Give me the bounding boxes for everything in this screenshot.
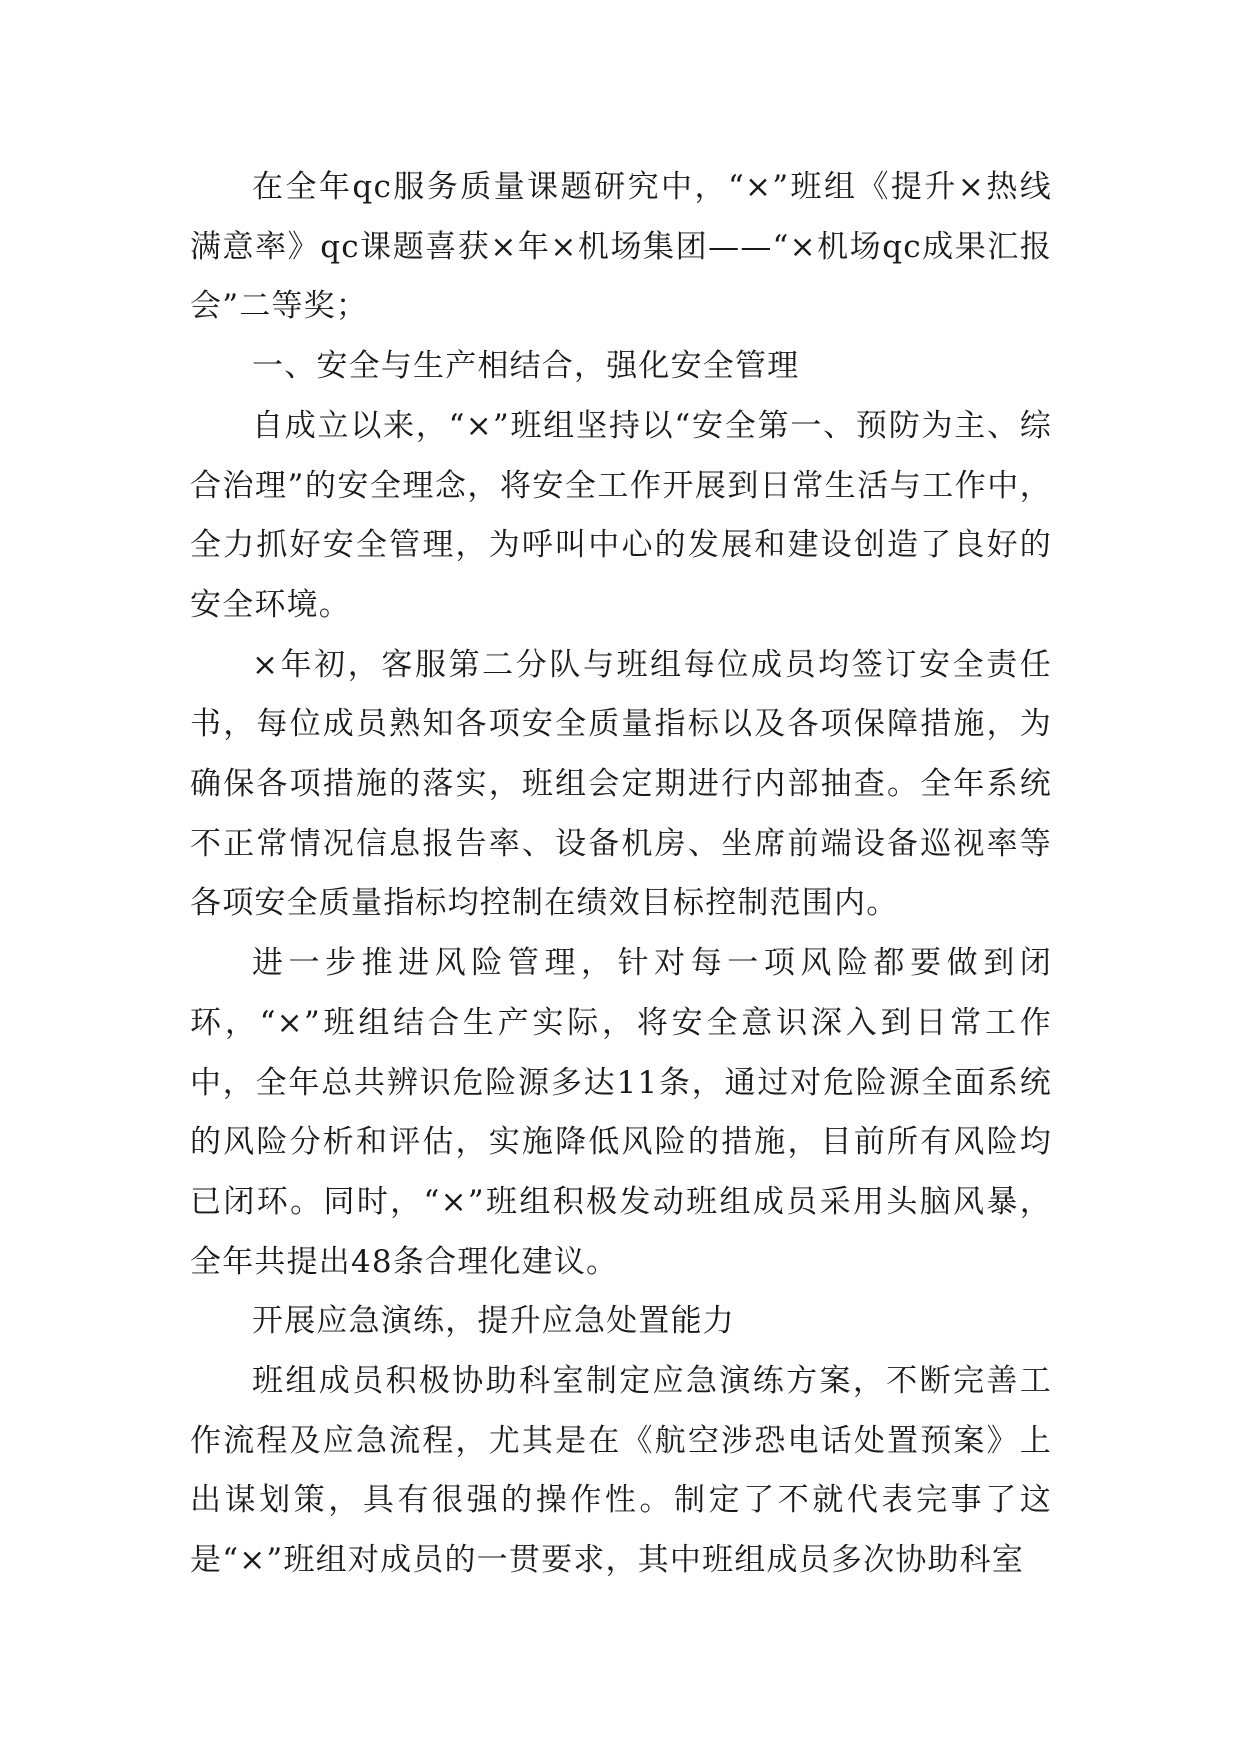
- section-heading-safety: 一、安全与生产相结合，强化安全管理: [252, 348, 800, 385]
- document-body: [190, 158, 1052, 1591]
- paragraph-emergency-drill: 班组成员积极协助科室制定应急演练方案，不断完善工作流程及应急流程，尤其是在《航空涉恐电话处置预案》上出谋划策，具有很强的操作性。制定了不就代表完事了这是“×”班组对成员的一贯要求，其中班组成员多次协助科室: [190, 1363, 1052, 1579]
- paragraph-risk-management: 进一步推进风险管理，针对每一项风险都要做到闭环，“×”班组结合生产实际，将安全意识深入到日常工作中，全年总共辨识危险源多达11条，通过对危险源全面系统的风险分析和评估，实施降低风险的措施，目前所有风险均已闭环。同时，“×”班组积极发动班组成员采用头脑风暴，全年共提出48条合理化建议。: [190, 945, 1052, 1280]
- section-heading-emergency: 开展应急演练，提升应急处置能力: [252, 1303, 735, 1340]
- paragraph-safety-concept: 自成立以来，“×”班组坚持以“安全第一、预防为主、综合治理”的安全理念，将安全工作开展到日常生活与工作中，全力抓好安全管理，为呼叫中心的发展和建设创造了良好的安全环境。: [190, 407, 1052, 623]
- paragraph-qc-award: 在全年qc服务质量课题研究中，“×”班组《提升×热线满意率》qc课题喜获×年×机场集团——“×机场qc成果汇报会”二等奖；: [190, 169, 1052, 325]
- paragraph-responsibility: ×年初，客服第二分队与班组每位成员均签订安全责任书，每位成员熟知各项安全质量指标以及各项保障措施，为确保各项措施的落实，班组会定期进行内部抽查。全年系统不正常情况信息报告率、设备机房、坐席前端设备巡视率等各项安全质量指标均控制在绩效目标控制范围内。: [190, 646, 1052, 922]
